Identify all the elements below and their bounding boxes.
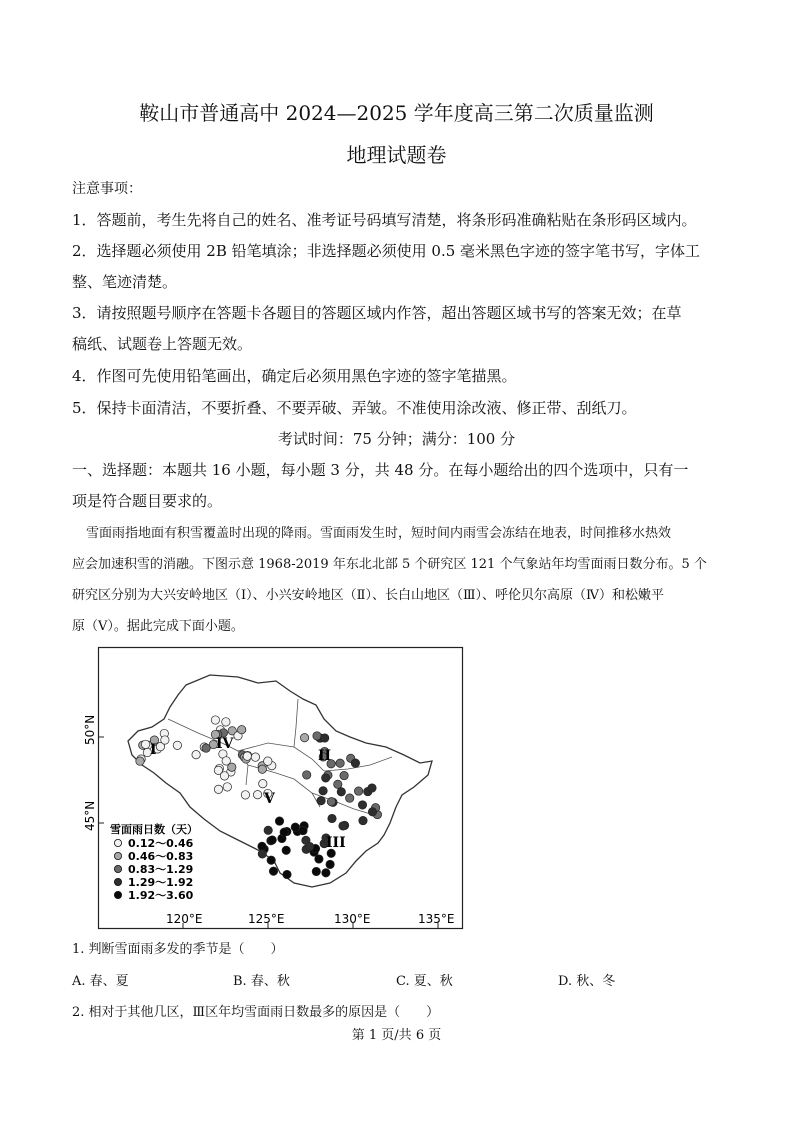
legend-swatch [114,891,121,898]
station-dot [214,785,222,793]
region-label-IV: IV [216,736,234,752]
passage-line-1: 雪面雨指地面有积雪覆盖时出现的降雨。雪面雨发生时，短时间内雨雪会冻结在地表，时间推移水热效 [86,526,672,541]
station-dot [259,780,267,788]
region-label-V: V [264,791,275,807]
station-dot [258,765,266,773]
region-label-I: I [150,742,157,758]
passage-line-2: 应会加速积雪的消融。下图示意 1968-2019 年东北北部 5 个研究区 121 个气象站年均雪面雨日数分布。5 个 [72,557,707,572]
section-heading: 一、选择题：本题共 16 小题，每小题 3 分，共 48 分。在每小题给出的四个选项中，只有一 [72,461,689,479]
station-dot [291,823,299,831]
station-dot [241,791,249,799]
lat-label-50: 50°N [83,714,97,745]
station-dot [340,771,348,779]
q1-option-d[interactable]: D. 秋、冬 [558,974,616,989]
station-dot [312,867,320,875]
notice-item-4: 4．作图可先使用铅笔画出，确定后必须用黑色字迹的签字笔描黑。 [72,367,517,385]
subject-title: 地理试题卷 [346,143,447,167]
station-dot [136,757,144,765]
station-dot [303,771,311,779]
legend-title: 雪面雨日数（天） [110,823,198,836]
station-dot [336,759,344,767]
notice-item-3: 3．请按照题号顺序在答题卡各题目的答题区域内作答，超出答题区域书写的答案无效；在草 [72,304,682,322]
legend-swatch [114,878,121,885]
lat-label-45: 45°N [83,800,97,831]
station-dot [258,850,266,858]
lon-label-130: 130°E [334,912,371,926]
q1-option-b[interactable]: B. 春、秋 [233,974,290,989]
passage-line-3: 研究区分别为大兴安岭地区（Ⅰ）、小兴安岭地区（Ⅱ）、长白山地区（Ⅲ）、呼伦贝尔高原（Ⅳ）和松嫩平 [72,588,664,603]
station-dot [346,794,354,802]
station-dot [264,757,272,765]
station-dot [220,772,228,780]
station-dot [161,736,169,744]
station-dot [258,842,266,850]
station-dot [211,716,219,724]
q2-stem: 2. 相对于其他几区，Ⅲ区年均雪面雨日数最多的原因是（ ） [72,1005,440,1020]
lon-label-125: 125°E [248,912,285,926]
station-dot [192,751,200,759]
q1-option-c[interactable]: C. 夏、秋 [396,974,453,989]
legend-swatch [114,865,121,872]
station-dot [317,797,325,805]
q1-stem: 1. 判断雪面雨多发的季节是（ ） [72,942,284,957]
station-dot [337,788,345,796]
station-dot [275,817,283,825]
station-dot [222,718,230,726]
station-dot [251,753,259,761]
station-dot [334,780,342,788]
station-dot [358,801,366,809]
lon-label-120: 120°E [166,912,203,926]
station-dot [300,734,308,742]
legend-label: 1.29～1.92 [128,876,194,889]
station-dot [282,846,290,854]
legend-label: 0.46～0.83 [128,850,194,863]
station-dot [354,787,362,795]
notice-item-2: 2．选择题必须使用 2B 铅笔填涂；非选择题必须使用 0.5 毫米黑色字迹的签字笔书写，字体工 [72,242,701,260]
notice-item-5: 5．保持卡面清洁，不要折叠、不要弄破、弄皱。不准使用涂改液、修正带、刮纸刀。 [72,399,637,417]
exam-title: 鞍山市普通高中 2024—2025 学年度高三第二次质量监测 [139,101,654,125]
station-dot [238,726,246,734]
station-dot [328,814,336,822]
legend-swatch [114,839,121,846]
station-dot [326,860,334,868]
station-dot [283,870,291,878]
station-dot [253,791,261,799]
station-dot [267,856,275,864]
station-dot [359,816,367,824]
legend-label: 0.12～0.46 [128,837,194,850]
station-dot [280,828,288,836]
station-dot [173,741,181,749]
notice-heading: 注意事项： [72,181,142,197]
station-dot [299,826,307,834]
station-dot [327,798,335,806]
station-dot [351,759,359,767]
snow-rain-map [83,647,463,929]
notice-item-1: 1．答题前，考生先将自己的姓名、准考证号码填写清楚，将条形码准确粘贴在条形码区域内。 [72,211,697,229]
station-dot [319,787,327,795]
station-dot [141,740,149,748]
station-dot [322,774,330,782]
section-heading-cont: 项是符合题目要求的。 [72,492,223,510]
station-dot [243,752,251,760]
q1-option-a[interactable]: A. 春、夏 [72,974,129,989]
exam-time-info: 考试时间：75 分钟；满分：100 分 [277,430,516,448]
station-dot [202,744,210,752]
legend-label: 1.92～3.60 [128,889,194,902]
notice-item-3-cont: 稿纸、试题卷上答题无效。 [72,335,253,353]
station-dot [368,784,376,792]
station-dot [339,822,347,830]
page-footer: 第 1 页/共 6 页 [351,1028,442,1043]
station-dot [315,855,323,863]
legend-label: 0.83～1.29 [128,863,194,876]
station-dot [368,808,376,816]
station-dot [305,842,313,850]
station-dot [322,869,330,877]
region-label-III: III [326,835,346,851]
station-dot [268,836,276,844]
passage-line-4: 原（Ⅴ）。据此完成下面小题。 [72,619,244,634]
station-dot [313,732,321,740]
notice-item-2-cont: 整、笔迹清楚。 [72,273,178,291]
lon-label-135: 135°E [418,912,455,926]
station-dot [269,867,277,875]
region-label-II: II [318,748,332,764]
station-dot [223,783,231,791]
station-dot [321,734,329,742]
station-dot [222,757,230,765]
legend-swatch [114,852,121,859]
station-dot [264,826,272,834]
